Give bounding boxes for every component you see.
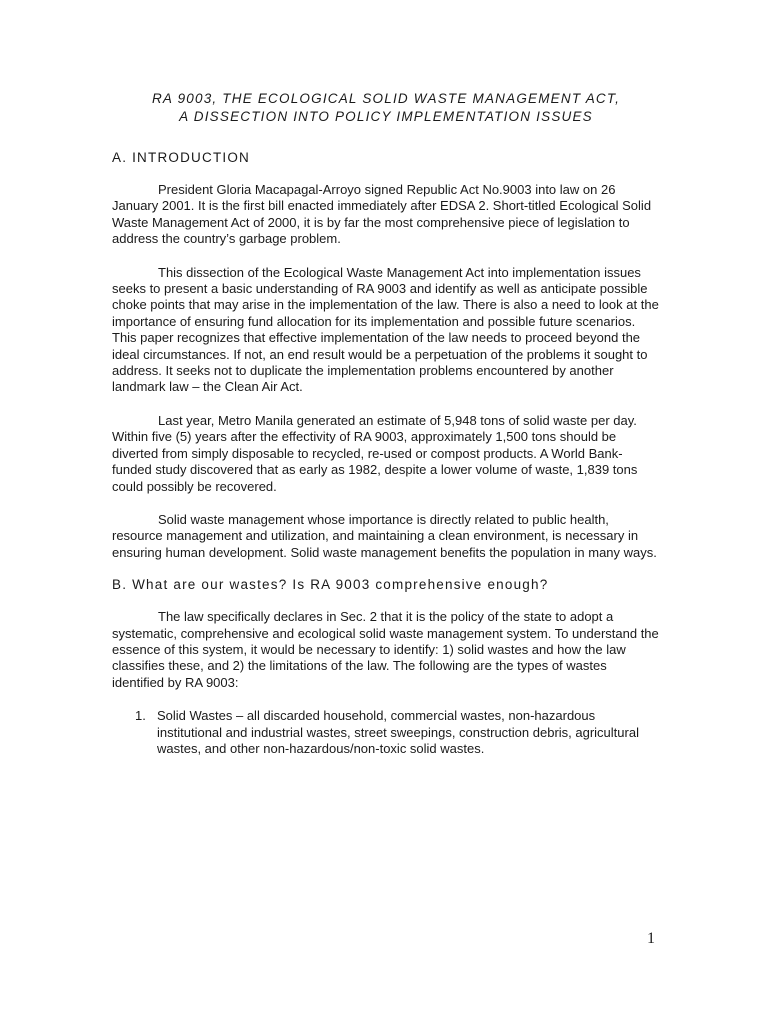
paragraph: Last year, Metro Manila generated an estimate of 5,948 tons of solid waste per day. Within five (5) years after the effectivity of RA 9003, approximately 1,500 tons should be diverted from simply disposable to recycled, re-used or compost products. A World Bank-funded study discovered that as early as 1982, despite a lower volume of waste, 1,839 tons could possibly be recovered.	[112, 412, 638, 494]
paragraph: This dissection of the Ecological Waste Management Act into implementation issues seeks to present a basic understanding of RA 9003 and identify as well as anticipate possible choke points that may arise in the implementation of the law. There is also a need to look at the importance of ensuring fund allocation for its implementation and possible future scenarios. This paper recognizes that effective implementation of the law needs to proceed beyond the ideal circumstances. If not, an end result would be a perpetuation of the problems it sought to address. It seeks not to duplicate the implementation problems encountered by another landmark law – the Clean Air Act.	[112, 264, 659, 395]
paragraph: President Gloria Macapagal-Arroyo signed Republic Act No.9003 into law on 26 January 2001. It is the first bill enacted immediately after EDSA 2. Short-titled Ecological Solid Waste Management Act of 2000, it is by far the most comprehensive piece of legislation to address the country’s garbage problem.	[112, 182, 652, 247]
title-line-1: RA 9003, THE ECOLOGICAL SOLID WASTE MANAGEMENT ACT,	[151, 91, 621, 106]
section-a-heading: A. INTRODUCTION	[112, 150, 250, 165]
list-item	[112, 708, 660, 757]
list-item-number: 1.	[135, 708, 146, 724]
waste-type-list	[112, 708, 660, 757]
section-b-heading: B. What are our wastes? Is RA 9003 comprehensive enough?	[112, 577, 549, 593]
paragraph: The law specifically declares in Sec. 2 that it is the policy of the state to adopt a systematic, comprehensive and ecological solid waste management system. To understand the essence of this system, it would be necessary to identify: 1) solid wastes and how the law classifies these, and 2) the limitations of the law. The following are the types of wastes identified by RA 9003:	[112, 609, 659, 690]
page-number: 1	[647, 930, 655, 947]
list-item-text: Solid Wastes – all discarded household, commercial wastes, non-hazardous institutional and industrial wastes, street sweepings, construction debris, agricultural wastes, and other non-hazardous/non-toxic solid wastes.	[157, 708, 639, 756]
document-body	[112, 90, 660, 757]
title-line-2: A DISSECTION INTO POLICY IMPLEMENTATION ISSUES	[179, 109, 593, 124]
paragraph: Solid waste management whose importance is directly related to public health, resource management and utilization, and maintaining a clean environment, is necessary in ensuring human development. Solid waste management benefits the population in many ways.	[112, 511, 657, 560]
document-title	[112, 90, 660, 126]
